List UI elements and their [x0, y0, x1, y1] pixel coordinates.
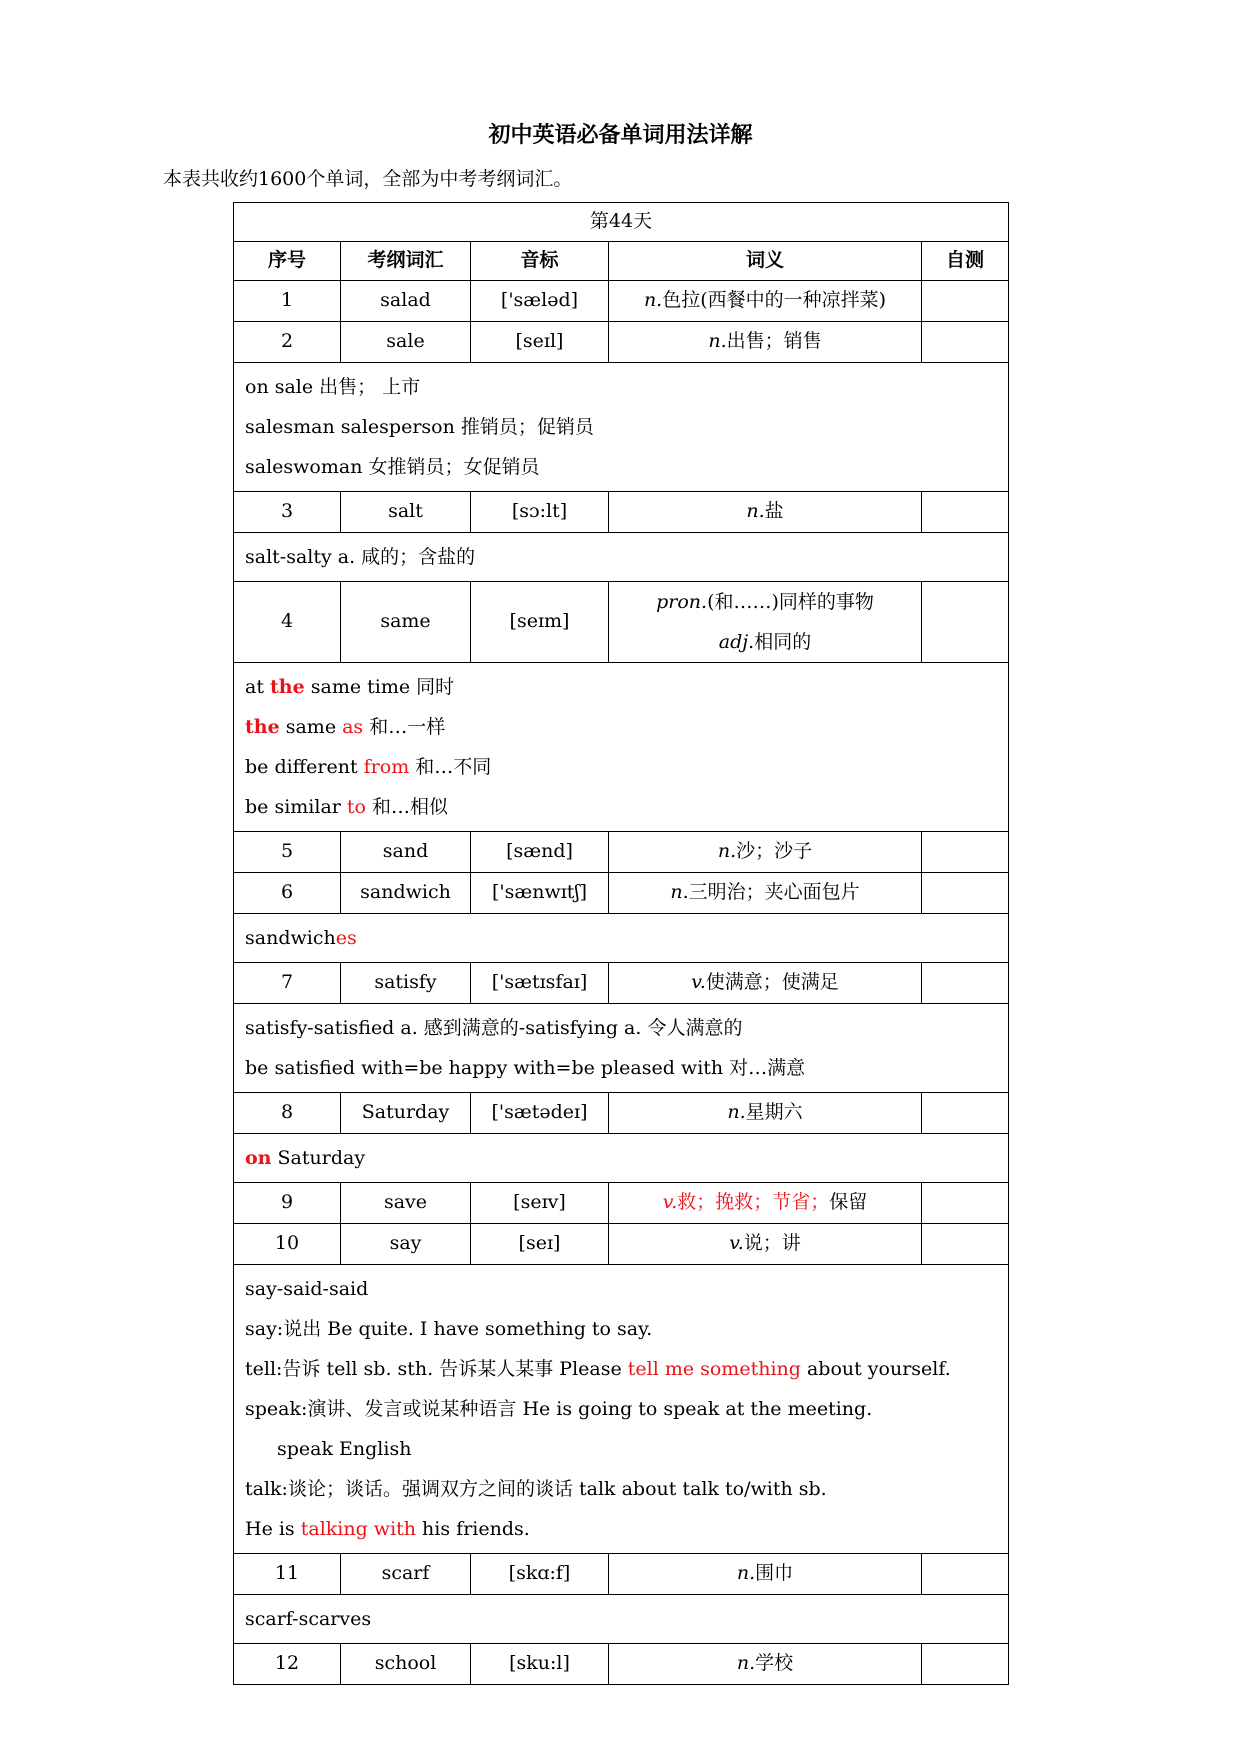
word-ipa: [seɪv] [471, 1183, 609, 1224]
note-line: salt-salty a. 咸的；含盐的 [245, 546, 476, 568]
note-line: be satisfied with=be happy with=be pleased with 对…满意 [245, 1057, 806, 1079]
meaning-text: 相同的 [754, 631, 812, 653]
pos: n. [643, 289, 663, 312]
header-row [234, 242, 1009, 281]
word: salt [341, 492, 471, 533]
word-ipa: [skɑ:f] [471, 1554, 609, 1595]
note-row [234, 1134, 1009, 1183]
pos: n. [708, 330, 727, 353]
note-row [234, 914, 1009, 963]
pos: n. [727, 1101, 746, 1124]
note-row [234, 1265, 1009, 1554]
note-row [234, 663, 1009, 832]
meaning-text: 星期六 [745, 1101, 803, 1124]
header-no: 序号 [234, 242, 341, 281]
note-line: on sale 出售； 上市 [245, 376, 421, 398]
word-no: 10 [234, 1224, 341, 1265]
note-row [234, 363, 1009, 492]
selftest-cell[interactable] [922, 1554, 1009, 1595]
selftest-cell[interactable] [922, 963, 1009, 1004]
word-no: 2 [234, 322, 341, 363]
word-ipa: [sɔ:lt] [471, 492, 609, 533]
meaning-text: 保留 [829, 1191, 868, 1214]
intro-text: 本表共收约1600个单词，全部为中考考纲词汇。 [163, 168, 573, 190]
word-no: 5 [234, 832, 341, 873]
word: school [341, 1644, 471, 1685]
word-meaning [609, 873, 922, 914]
word: salad [341, 281, 471, 322]
note-line: sandwiches [245, 927, 357, 949]
word-no: 1 [234, 281, 341, 322]
word: same [341, 582, 471, 663]
note-line: tell:告诉 tell sb. sth. 告诉某人某事 Please tell me something about yourself. [245, 1358, 951, 1380]
meaning-text: 说；讲 [743, 1232, 801, 1255]
selftest-cell[interactable] [922, 1644, 1009, 1685]
word-meaning [609, 1224, 922, 1265]
meaning-text: 学校 [755, 1652, 794, 1675]
header-word: 考纲词汇 [341, 242, 471, 281]
note-line: speak:演讲、发言或说某种语言 He is going to speak at the meeting. [245, 1398, 873, 1420]
word-meaning [609, 832, 922, 873]
note-line: talk:谈论；谈话。强调双方之间的谈话 talk about talk to/with sb. [245, 1478, 827, 1500]
word: sale [341, 322, 471, 363]
table-row [234, 322, 1009, 363]
pos: v. [729, 1232, 744, 1255]
word-ipa: ['sætədeɪ] [471, 1093, 609, 1134]
word-ipa: [seɪm] [471, 582, 609, 663]
word-no: 8 [234, 1093, 341, 1134]
table-row [234, 492, 1009, 533]
meaning-text: 三明治；夹心面包片 [688, 881, 860, 904]
table-row [234, 281, 1009, 322]
note-line: scarf-scarves [245, 1608, 372, 1630]
table-row [234, 832, 1009, 873]
selftest-cell[interactable] [922, 1183, 1009, 1224]
note-row [234, 1595, 1009, 1644]
note-line: be different from 和…不同 [245, 756, 492, 778]
usage-note [234, 1134, 1009, 1183]
header-selftest: 自测 [922, 242, 1009, 281]
pos: n. [736, 1562, 756, 1585]
meaning-text: 盐 [764, 500, 784, 523]
meaning-text: 围巾 [755, 1562, 794, 1585]
note-line: say-said-said [245, 1278, 369, 1300]
selftest-cell[interactable] [922, 582, 1009, 663]
usage-note [234, 1004, 1009, 1093]
pos: n. [717, 840, 737, 863]
pos: adj. [718, 631, 755, 653]
note-line: saleswoman 女推销员；女促销员 [245, 456, 540, 478]
meaning-text: (和……)同样的事物 [707, 591, 874, 613]
note-line: He is talking with his friends. [245, 1518, 530, 1540]
table-row [234, 1224, 1009, 1265]
note-line: satisfy-satisfied a. 感到满意的-satisfying a. 令人满意的 [245, 1017, 743, 1039]
word-ipa: [sku:l] [471, 1644, 609, 1685]
note-line: speak English [277, 1438, 412, 1460]
word-meaning [609, 281, 922, 322]
meaning-text: 色拉(西餐中的一种凉拌菜) [662, 289, 887, 312]
note-row [234, 533, 1009, 582]
selftest-cell[interactable] [922, 873, 1009, 914]
word-meaning [609, 963, 922, 1004]
word: sandwich [341, 873, 471, 914]
word-meaning [609, 492, 922, 533]
table-row [234, 873, 1009, 914]
meaning-text: 沙；沙子 [736, 840, 813, 863]
word: save [341, 1183, 471, 1224]
word-no: 12 [234, 1644, 341, 1685]
usage-note [234, 663, 1009, 832]
pos: n. [736, 1652, 756, 1675]
selftest-cell[interactable] [922, 1093, 1009, 1134]
note-line: the same as 和…一样 [245, 716, 446, 738]
word-ipa: [sænd] [471, 832, 609, 873]
table-row [234, 1093, 1009, 1134]
pos: n. [746, 500, 765, 523]
word-ipa: ['sætɪsfaɪ] [471, 963, 609, 1004]
word-no: 4 [234, 582, 341, 663]
word-ipa: [seɪl] [471, 322, 609, 363]
word-no: 7 [234, 963, 341, 1004]
word: sand [341, 832, 471, 873]
note-line: be similar to 和…相似 [245, 796, 449, 818]
word-meaning [609, 582, 922, 663]
selftest-cell[interactable] [922, 492, 1009, 533]
pos: v. [691, 971, 706, 994]
table-row [234, 1554, 1009, 1595]
note-line: on Saturday [245, 1147, 366, 1169]
meaning-text: 使满意；使满足 [705, 971, 839, 994]
word: satisfy [341, 963, 471, 1004]
meaning-text: 出售；销售 [726, 330, 822, 353]
meaning-text: 救；挽救；节省； [677, 1191, 830, 1214]
selftest-cell[interactable] [922, 1224, 1009, 1265]
page-title: 初中英语必备单词用法详解 [488, 122, 753, 148]
selftest-cell[interactable] [922, 322, 1009, 363]
word-meaning [609, 1554, 922, 1595]
pos: n. [670, 881, 689, 904]
pos: v. [662, 1191, 678, 1214]
header-meaning: 词义 [609, 242, 922, 281]
word: say [341, 1224, 471, 1265]
usage-note [234, 1595, 1009, 1644]
selftest-cell[interactable] [922, 832, 1009, 873]
word-ipa: ['sæləd] [471, 281, 609, 322]
usage-note [234, 363, 1009, 492]
word-no: 9 [234, 1183, 341, 1224]
word-meaning [609, 1644, 922, 1685]
word-no: 11 [234, 1554, 341, 1595]
table-row [234, 963, 1009, 1004]
note-line: say:说出 Be quite. I have something to say. [245, 1318, 653, 1340]
header-ipa: 音标 [471, 242, 609, 281]
table-row [234, 1183, 1009, 1224]
note-line: at the same time 同时 [245, 676, 455, 698]
usage-note [234, 914, 1009, 963]
usage-note [234, 1265, 1009, 1554]
usage-note [234, 533, 1009, 582]
vocabulary-table [233, 202, 1009, 1685]
note-line: salesman salesperson 推销员；促销员 [245, 416, 594, 438]
word-meaning [609, 1093, 922, 1134]
note-row [234, 1004, 1009, 1093]
word-meaning [609, 1183, 922, 1224]
word: scarf [341, 1554, 471, 1595]
table-row [234, 1644, 1009, 1685]
day-header: 第44天 [234, 203, 1009, 242]
word-no: 6 [234, 873, 341, 914]
table-row [234, 582, 1009, 663]
word-ipa: [seɪ] [471, 1224, 609, 1265]
pos: pron. [656, 591, 708, 613]
word-no: 3 [234, 492, 341, 533]
word-ipa: ['sænwɪtʃ] [471, 873, 609, 914]
word: Saturday [341, 1093, 471, 1134]
selftest-cell[interactable] [922, 281, 1009, 322]
word-meaning [609, 322, 922, 363]
